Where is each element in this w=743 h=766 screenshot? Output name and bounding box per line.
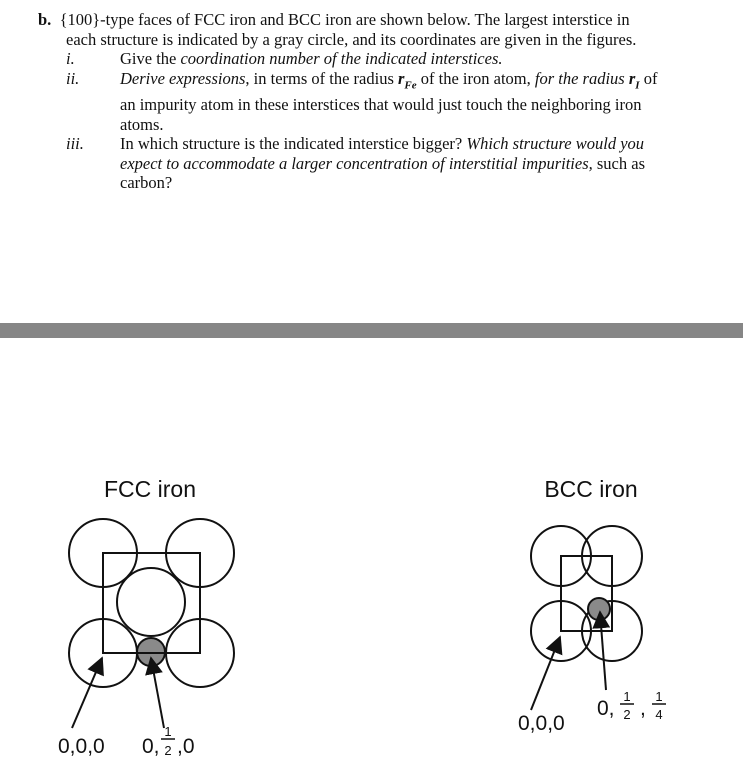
fcc-figure: [69, 476, 234, 728]
bcc-figure: [531, 476, 642, 710]
sub-question-text: of: [639, 68, 658, 88]
fraction-numerator: 1: [655, 689, 663, 704]
sub-question-text: , in terms of the radius: [245, 68, 398, 88]
sub-question-line: atoms.: [120, 114, 164, 134]
bcc-interstice: [588, 598, 610, 620]
fraction-denominator: 4: [655, 707, 663, 722]
sub-question-line: carbon?: [120, 173, 173, 193]
fcc-interstice-label: [142, 724, 195, 758]
sub-question-text-italic: Which structure would you: [466, 134, 645, 154]
coord-part: 0,: [597, 697, 615, 720]
coord-part: ,: [640, 697, 646, 720]
sub-question-text: In which structure is the indicated interstice bigger?: [120, 134, 467, 154]
sub-question-text: Give the: [120, 49, 181, 68]
intro-text-1: {100}-type faces of FCC iron and BCC iron are shown below. The largest interstice in: [59, 10, 630, 29]
sub-question-number: i.: [66, 49, 75, 68]
sub-question-number: ii.: [66, 68, 80, 88]
bcc-interstice-label: [597, 689, 666, 722]
problem-label: b.: [38, 10, 52, 29]
fcc-origin-arrow: [72, 658, 102, 728]
radius-fe-subscript: Fe: [404, 78, 417, 91]
fraction-numerator: 1: [623, 689, 631, 704]
bcc-title: BCC iron: [544, 476, 638, 502]
sub-question-line: an impurity atom in these interstices that would just touch the neighboring iron: [120, 95, 642, 115]
sub-question-text-italic: for the radius: [534, 68, 629, 88]
fraction-numerator: 1: [164, 724, 172, 739]
sub-question-text-italic: expect to accommodate a larger concentration of interstitial impurities,: [120, 153, 593, 173]
sub-question-text-italic: coordination number of the indicated interstices.: [180, 49, 503, 68]
fraction-denominator: 2: [623, 707, 631, 722]
sub-question-number: iii.: [66, 134, 84, 154]
fraction-denominator: 2: [164, 743, 172, 758]
coord-part: ,0: [177, 735, 195, 758]
fcc-interstice-arrow: [151, 658, 164, 728]
sub-question-text: such as: [592, 153, 646, 173]
radius-fe-symbol: r: [398, 68, 405, 88]
sub-question-text-italic: Derive expressions: [120, 68, 246, 88]
fcc-face-center-atom: [117, 568, 185, 636]
bcc-unit-cell: [561, 556, 612, 631]
radius-i-subscript: I: [635, 78, 640, 91]
fcc-origin-label: 0,0,0: [58, 735, 105, 758]
intro-line-2: each structure is indicated by a gray circle, and its coordinates are given in the figures.: [66, 29, 637, 49]
radius-i-symbol: r: [628, 68, 636, 88]
bcc-origin-label: 0,0,0: [518, 712, 565, 735]
fcc-title: FCC iron: [103, 476, 197, 502]
sub-question-text: of the iron atom,: [416, 68, 535, 88]
coord-part: 0,: [142, 735, 160, 758]
bcc-interstice-arrow: [600, 612, 606, 690]
